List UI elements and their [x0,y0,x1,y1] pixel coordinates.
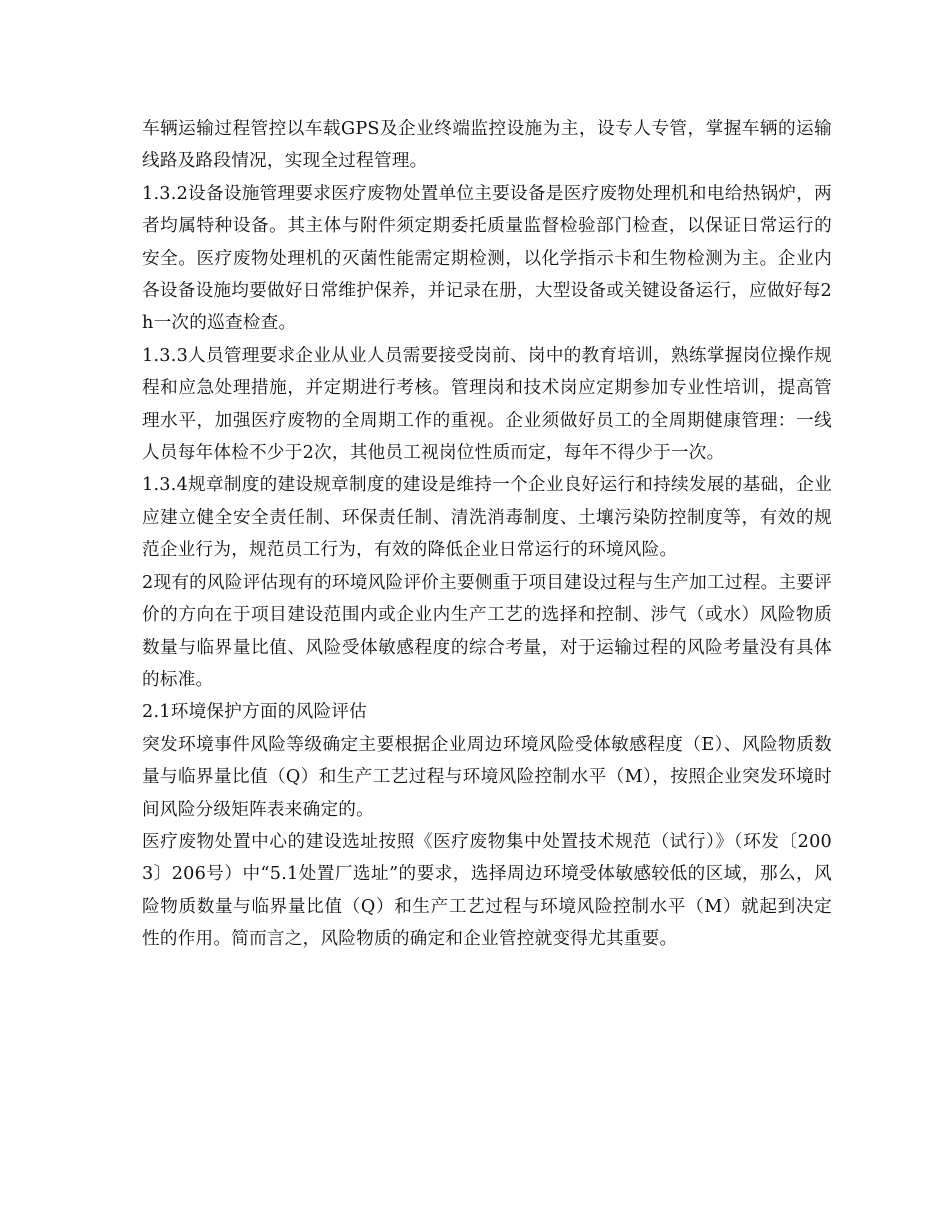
paragraph-personnel-management: 1.3.3人员管理要求企业从业人员需要接受岗前、岗中的教育培训，熟练掌握岗位操作规程和应急处理措施，并定期进行考核。管理岗和技术岗应定期参加专业性培训，提高管理水平，加强医疗废物的全周期工作的重视。企业须做好员工的全周期健康管理：一线人员每年体检不少于2次，其他员工视岗位性质而定，每年不得少于一次。 [142,345,832,464]
paragraph-rules-regulations: 1.3.4规章制度的建设规章制度的建设是维持一个企业良好运行和持续发展的基础，企业应建立健全安全责任制、环保责任制、清洗消毒制度、土壤污染防控制度等，有效的规范企业行为，规范员工行为，有效的降低企业日常运行的环境风险。 [142,475,832,561]
section-heading-environmental-risk: 2.1环境保护方面的风险评估 [142,702,368,723]
paragraph-existing-risk-assessment: 2现有的风险评估现有的环境风险评价主要侧重于项目建设过程与生产加工过程。主要评价的方向在于项目建设范围内或企业内生产工艺的选择和控制、涉气（或水）风险物质数量与临界量比值、风险受体敏感程度的综合考量，对于运输过程的风险考量没有具体的标准。 [142,572,832,690]
paragraph-site-selection: 医疗废物处置中心的建设选址按照《医疗废物集中处置技术规范（试行）》（环发〔2003〕206号）中“5.1处置厂选址”的要求，选择周边环境受体敏感较低的区域，那么，风险物质数量与临界量比值（Q）和生产工艺过程与环境风险控制水平（M）就起到决定性的作用。简而言之，风险物质的确定和企业管控就变得尤其重要。 [142,831,832,950]
document-body [142,113,832,956]
paragraph-risk-level-determination: 突发环境事件风险等级确定主要根据企业周边环境风险受体敏感程度（E）、风险物质数量与临界量比值（Q）和生产工艺过程与环境风险控制水平（M），按照企业突发环境时间风险分级矩阵表来确定的。 [142,734,832,820]
paragraph-vehicle-transport: 车辆运输过程管控以车载GPS及企业终端监控设施为主，设专人专管，掌握车辆的运输线路及路段情况，实现全过程管理。 [142,119,832,172]
paragraph-equipment-management: 1.3.2设备设施管理要求医疗废物处置单位主要设备是医疗废物处理机和电给热锅炉，两者均属特种设备。其主体与附件须定期委托质量监督检验部门检查，以保证日常运行的安全。医疗废物处理机的灭菌性能需定期检测，以化学指示卡和生物检测为主。企业内各设备设施均要做好日常维护保养，并记录在册，大型设备或关键设备运行，应做好每2h一次的巡查检查。 [142,183,832,334]
